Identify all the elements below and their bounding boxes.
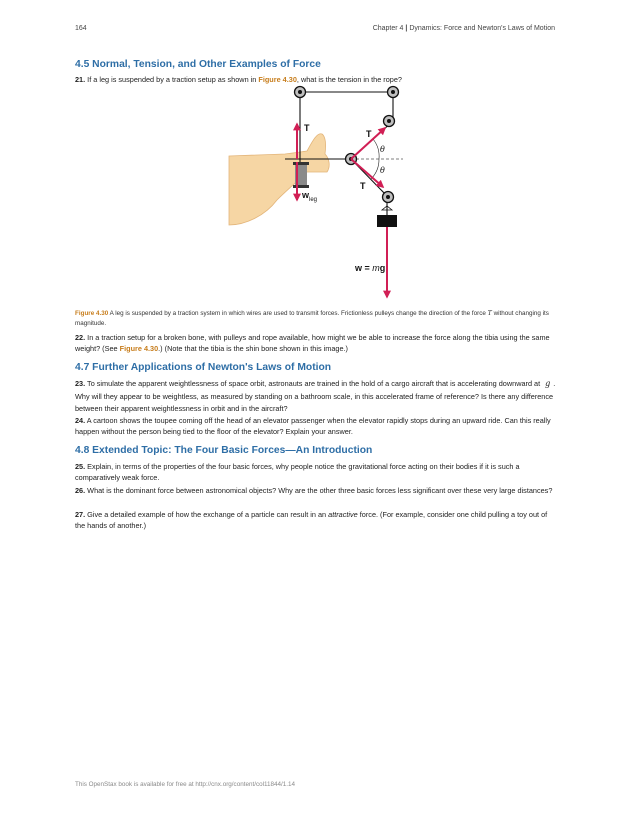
problem-text: If a leg is suspended by a traction setup as shown in (85, 75, 259, 84)
tension-arrow-lower (351, 159, 383, 187)
label-tension-leg: T (304, 123, 310, 133)
running-header (75, 25, 555, 37)
pulley-top-right (388, 87, 399, 98)
hanging-weight (377, 215, 397, 227)
page-footer: This OpenStax book is available for free at http://cnx.org/content/col11844/1.14 (75, 781, 296, 788)
emphasis-word: attractive (328, 510, 358, 519)
problem-text: In a traction setup for a broken bone, with pulleys and rope available, how might we be able to increase the force along the tibia using the same weight? (See (75, 333, 550, 353)
traction-diagram (225, 82, 425, 302)
section-heading-4-7: 4.7 Further Applications of Newton's Laws of Motion (75, 362, 332, 373)
figure-caption-text: without changing its magnitude. (75, 310, 549, 327)
chapter-separator: | (405, 25, 408, 32)
pulley-right-upper (384, 116, 395, 127)
label-weight-m: m (372, 263, 380, 273)
traction-figure (225, 82, 425, 302)
problem-text: Give a detailed example of how the exchange of a particle can result in an (85, 510, 329, 519)
problem-25 (75, 462, 557, 484)
problem-number: 22. (75, 333, 86, 342)
problem-27 (75, 510, 557, 532)
problem-text: .) (Note that the tibia is the shin bone shown in this image.) (158, 343, 348, 353)
problem-26 (75, 486, 557, 497)
problem-text: A cartoon shows the toupee coming off the head of an elevator passenger when the elevator rapidly stops during an upward ride. Can this really happen without the person being tied to the floor of the elevator? Explain your answer. (75, 416, 551, 436)
figure-caption-label: Figure 4.30 (75, 310, 109, 317)
pulley-right-lower (383, 192, 394, 203)
problem-22 (75, 333, 557, 355)
problem-number: 26. (75, 486, 86, 495)
leg-shape (229, 134, 329, 225)
problem-text: , what is the tension in the rope? (296, 75, 402, 84)
chapter-prefix: Chapter 4 (372, 25, 404, 32)
label-tension-upper: T (366, 129, 372, 139)
figure-link[interactable]: Figure 4.30 (119, 343, 159, 353)
problem-number: 25. (75, 462, 86, 471)
problem-number: 24. (75, 416, 86, 425)
label-tension-lower: T (360, 181, 366, 191)
label-theta-upper: θ (380, 145, 385, 154)
cast-top-strap (293, 162, 309, 165)
problem-text: What is the dominant force between astronomical objects? Why are the other three basic forces less significant over these very large distances? (85, 486, 553, 495)
label-weight-mg (354, 263, 385, 273)
problem-number: 23. (75, 379, 86, 388)
problem-23 (75, 378, 557, 416)
label-weight-g: g (379, 263, 386, 273)
figure-caption-variable: T (487, 310, 492, 317)
chapter-name: Dynamics: Force and Newton's Laws of Motion (409, 25, 555, 32)
label-weight-leg (301, 190, 317, 203)
problem-text: To simulate the apparent weightlessness of space orbit, astronauts are trained in the hold of a cargo aircraft that is accelerating downward at (85, 379, 543, 388)
label-theta-lower: θ (380, 166, 385, 175)
problem-text: Explain, in terms of the properties of the four basic forces, why people notice the gravitational force acting on their bodies if it is such a comparatively weak force. (75, 462, 520, 482)
pulley-top-left (295, 87, 306, 98)
problem-24 (75, 416, 557, 438)
figure-caption-text: A leg is suspended by a traction system in which wires are used to transmit forces. Frictionless pulleys change the direction of the force (108, 310, 488, 317)
problem-number: 27. (75, 510, 86, 519)
section-heading-4-8: 4.8 Extended Topic: The Four Basic Forces—An Introduction (75, 445, 373, 456)
label-weight-leg-main: w (302, 190, 310, 200)
cast-bottom-strap (293, 185, 309, 188)
problem-text: force. (For example, consider one child pulling a toy out of the hands of another.) (75, 510, 548, 530)
section-heading-4-5: 4.5 Normal, Tension, and Other Examples of Force (75, 59, 321, 70)
label-weight-leg-sub: leg (309, 197, 318, 203)
chapter-title (373, 25, 555, 32)
problem-number: 21. (75, 75, 86, 84)
angle-arc-lower (371, 159, 379, 179)
variable-g: g (545, 379, 551, 388)
page-number: 164 (75, 25, 87, 32)
angle-arc-upper (373, 139, 379, 159)
label-weight-eq: w = (355, 263, 373, 273)
figure-caption (75, 309, 557, 329)
problem-text: . Why will they appear to be weightless, as measured by standing on a bathroom scale, in this accelerated frame of reference? Is there any difference between their apparent weightlessness in orbit and in the aircraft? (75, 379, 556, 414)
figure-link[interactable]: Figure 4.30 (258, 75, 297, 84)
